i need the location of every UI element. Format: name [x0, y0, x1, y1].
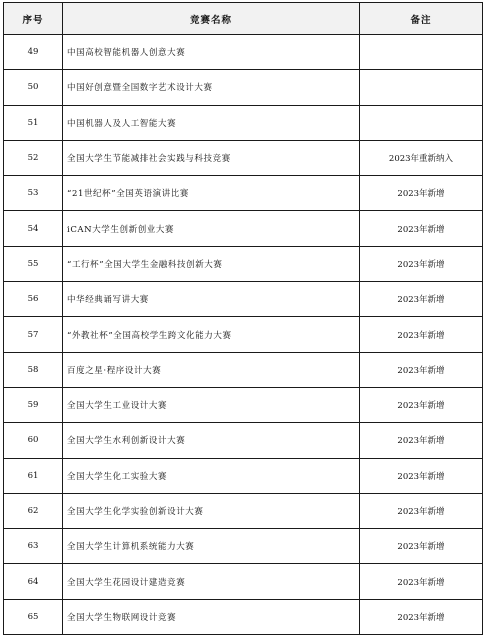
- row-note: 2023年新增: [360, 246, 483, 281]
- row-number: 60: [4, 423, 63, 458]
- row-note: [360, 105, 483, 140]
- table-row: [4, 211, 483, 246]
- row-number: 54: [4, 211, 63, 246]
- table-header-row: [4, 3, 483, 35]
- table-row: [4, 317, 483, 352]
- row-note: 2023年新增: [360, 493, 483, 528]
- table-row: [4, 70, 483, 105]
- row-note: 2023年新增: [360, 211, 483, 246]
- row-note: 2023年新增: [360, 352, 483, 387]
- row-number: 53: [4, 176, 63, 211]
- row-number: 63: [4, 529, 63, 564]
- competition-name: 全国大学生花园设计建造竞赛: [63, 564, 360, 599]
- competition-name: 百度之星·程序设计大赛: [63, 352, 360, 387]
- row-number: 56: [4, 282, 63, 317]
- row-number: 59: [4, 387, 63, 422]
- table-row: [4, 35, 483, 70]
- table-row: [4, 246, 483, 281]
- table-row: [4, 105, 483, 140]
- row-note: 2023年新增: [360, 387, 483, 422]
- table-row: [4, 387, 483, 422]
- row-number: 62: [4, 493, 63, 528]
- table-row: [4, 529, 483, 564]
- competition-name: 中国高校智能机器人创意大赛: [63, 35, 360, 70]
- table-row: [4, 140, 483, 175]
- row-number: 64: [4, 564, 63, 599]
- row-number: 52: [4, 140, 63, 175]
- row-number: 57: [4, 317, 63, 352]
- table-row: [4, 458, 483, 493]
- table-row: [4, 599, 483, 634]
- competition-name: “外教社杯”全国高校学生跨文化能力大赛: [63, 317, 360, 352]
- row-number: 55: [4, 246, 63, 281]
- row-note: 2023年新增: [360, 423, 483, 458]
- row-note: 2023年新增: [360, 282, 483, 317]
- row-note: 2023年新增: [360, 458, 483, 493]
- competition-name: “工行杯”全国大学生金融科技创新大赛: [63, 246, 360, 281]
- competition-name: 全国大学生化工实验大赛: [63, 458, 360, 493]
- row-note: 2023年新增: [360, 599, 483, 634]
- competition-name: 中国好创意暨全国数字艺术设计大赛: [63, 70, 360, 105]
- table-row: [4, 423, 483, 458]
- competition-table: [3, 2, 483, 635]
- table-row: [4, 352, 483, 387]
- competition-name: iCAN大学生创新创业大赛: [63, 211, 360, 246]
- row-note: 2023年新增: [360, 564, 483, 599]
- row-note: 2023年重新纳入: [360, 140, 483, 175]
- row-note: 2023年新增: [360, 176, 483, 211]
- competition-name: 中华经典诵写讲大赛: [63, 282, 360, 317]
- row-number: 58: [4, 352, 63, 387]
- row-note: 2023年新增: [360, 317, 483, 352]
- table-row: [4, 564, 483, 599]
- table-row: [4, 493, 483, 528]
- competition-name: 全国大学生化学实验创新设计大赛: [63, 493, 360, 528]
- row-note: [360, 35, 483, 70]
- competition-name: 中国机器人及人工智能大赛: [63, 105, 360, 140]
- header-index: 序号: [4, 3, 63, 35]
- table-row: [4, 282, 483, 317]
- row-number: 50: [4, 70, 63, 105]
- competition-name: “21世纪杯”全国英语演讲比赛: [63, 176, 360, 211]
- row-number: 51: [4, 105, 63, 140]
- row-note: 2023年新增: [360, 529, 483, 564]
- competition-name: 全国大学生节能减排社会实践与科技竞赛: [63, 140, 360, 175]
- competition-name: 全国大学生物联网设计竞赛: [63, 599, 360, 634]
- header-note: 备注: [360, 3, 483, 35]
- header-competition-name: 竞赛名称: [63, 3, 360, 35]
- competition-name: 全国大学生计算机系统能力大赛: [63, 529, 360, 564]
- table-body: [4, 35, 483, 635]
- competition-name: 全国大学生水利创新设计大赛: [63, 423, 360, 458]
- row-number: 49: [4, 35, 63, 70]
- row-number: 65: [4, 599, 63, 634]
- table-row: [4, 176, 483, 211]
- row-number: 61: [4, 458, 63, 493]
- competition-name: 全国大学生工业设计大赛: [63, 387, 360, 422]
- row-note: [360, 70, 483, 105]
